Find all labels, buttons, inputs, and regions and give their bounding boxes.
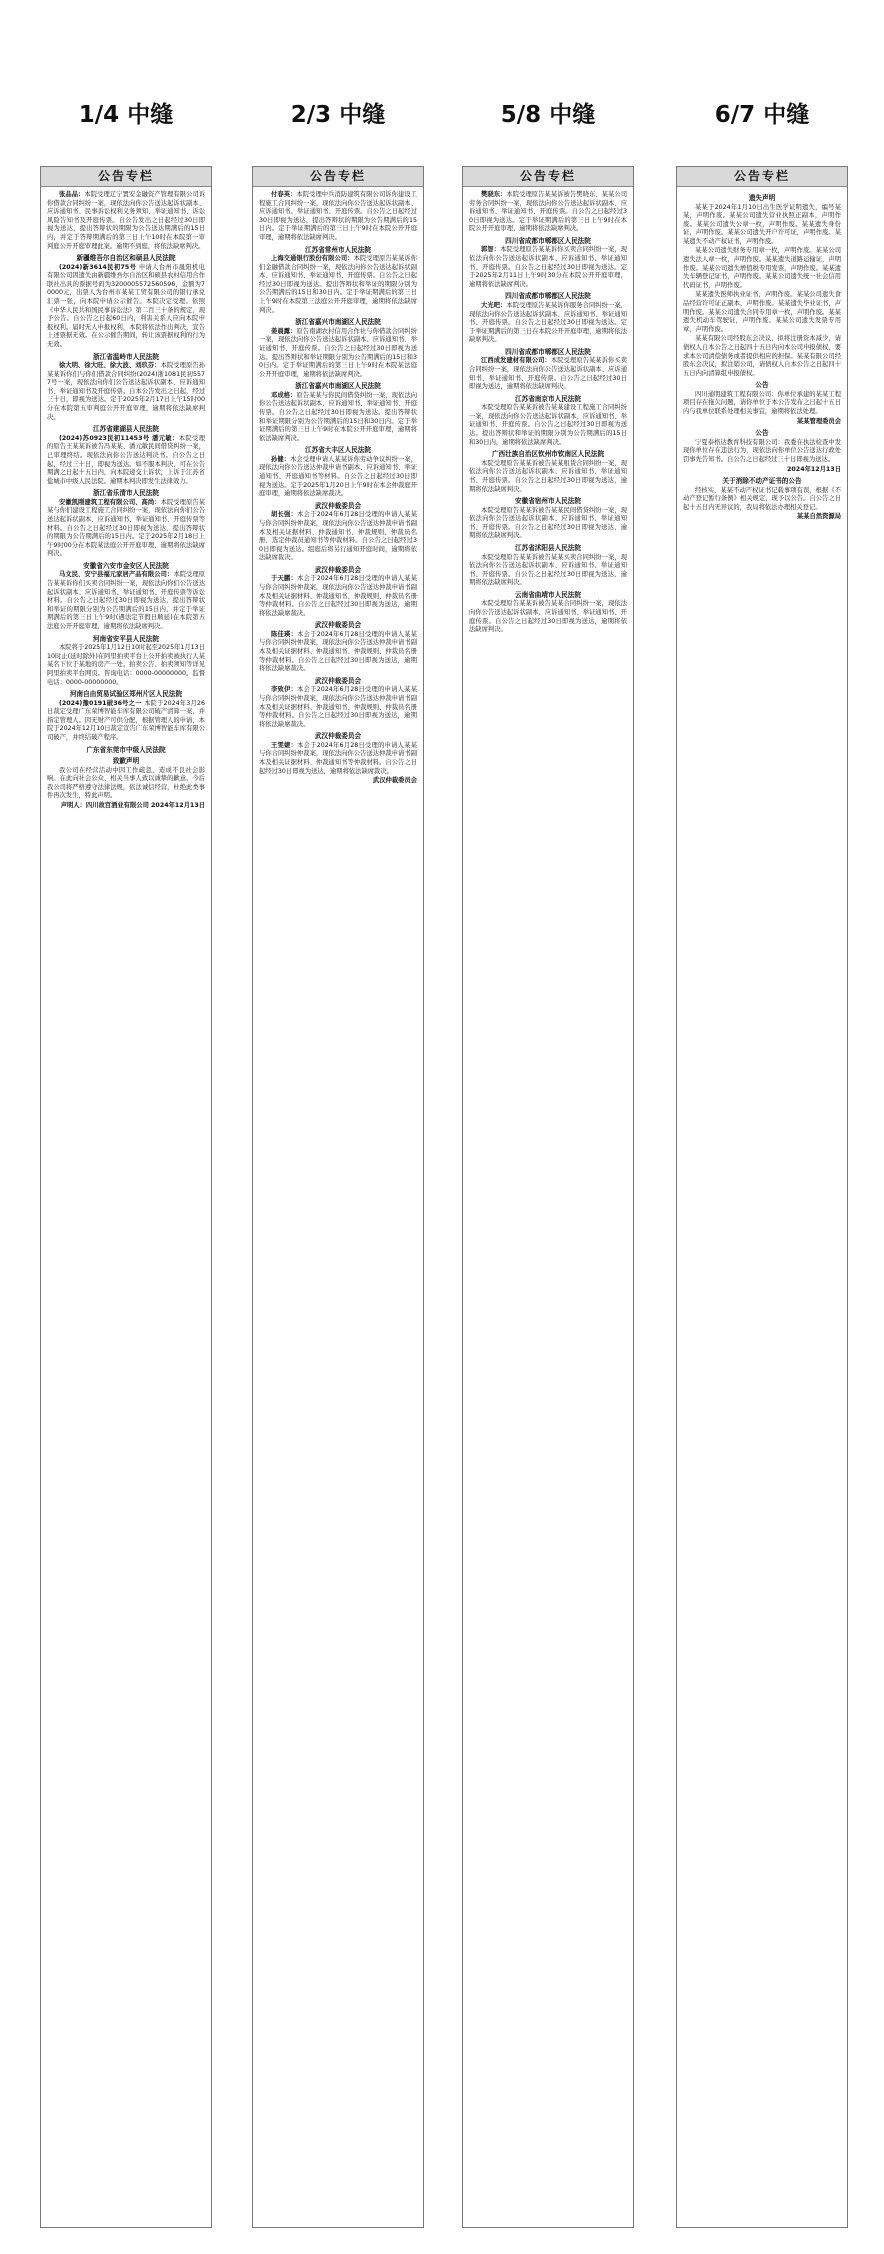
notice-text: 本会受理申请人某某诉你劳动争议纠纷一案，现依法向你公告送达仲裁申请书副本、应诉通知书、举证通知书、开庭通知书等材料。自公告之日起经过30日即视为送达。定于2025年1月20日上午9时在本会仲裁庭开庭审理，逾期将依法缺席裁决。	[259, 455, 418, 498]
notice-title: 四川省成都市郫都区人民法院	[505, 236, 591, 245]
notice-text: 本院将于2025年1月12日10时起至2025年1月13日10时止(延时除外)在阿里拍卖平台上公开拍卖被执行人某某名下位于某地的房产一处。拍卖公告、拍卖须知等详见阿里拍卖平台网页。咨询电话：0000-00000000。监督电话：0000-00000000。	[47, 644, 205, 686]
notice-title: 致歉声明	[112, 757, 140, 766]
notice-signature: 2024年12月13日	[787, 465, 841, 473]
notice-list	[253, 187, 423, 792]
column-3	[462, 0, 634, 2254]
notice-addressee: (2024)苏0923民初11453号 潘元敏：	[59, 434, 179, 442]
column-banner: 公告专栏	[41, 167, 211, 187]
notice-body	[47, 362, 205, 422]
notice-body	[259, 328, 417, 380]
column-banner: 公告专栏	[677, 167, 847, 187]
notice-addressee: 王雯婕：	[271, 741, 298, 749]
notice-list	[41, 187, 211, 817]
notice-title: 四川省成都市郫都区人民法院	[505, 292, 591, 301]
notice-text: 本院受理原告某某诉你们买卖合同纠纷一案，现依法向你们公告送达起诉状副本、应诉通知书、举证通知书、开庭传票等诉讼材料。自公告之日起经过30日即视为送达，提出答辩状和举证的期限分别为公告期满后的15日内，并定于举证期满后的第三日上午9时(遇法定节假日顺延)在本院第五法庭公开开庭审理，逾期将依法缺席判决。	[47, 571, 206, 631]
column-header: 2/3 中缝	[290, 102, 386, 128]
notice-body	[259, 631, 417, 674]
notice-text: 四川通明建筑工程有限公司：你单位承建的某某工程项目存在拖欠问题，请你单位于本公告发布之日起十五日内与我单位联系处理相关事宜，逾期将依法处理。	[683, 390, 841, 416]
notice-title: 浙江省乐清市人民法院	[93, 489, 159, 498]
notice-text: 申请人台州市晟阳机电有限公司因遗失由新疆维吾尔自治区和硕县农村信用合作联社出具的票据号码为3200005572560596，金额为70000元，出票人为台州市某某工贸有限公司的银行承兑汇票一张，向本院申请公示催告。本院决定受理。依照《中华人民共和国民事诉讼法》第二百三十条的规定，现予公告。自公告之日起60日内，利害关系人应向本院申报权利。届时无人申报权利，本院将依法作出判决，宣告上述票据无效。在公示催告期间，转让该票据权利的行为无效。	[47, 263, 205, 348]
notice-text: 本院受理原告某某诉被告某某买卖合同纠纷一案，现依法向你公告送达起诉状副本、应诉通知书、举证通知书、开庭传票。自公告之日起经过30日即视为送达，逾期将依法缺席判决。	[469, 553, 627, 587]
notice-text: 本会于2024年6月28日受理的申请人某某与你合同纠纷仲裁案，现依法向你公告送达仲裁申请书副本及相关证据材料、仲裁通知书等仲裁材料。自公告之日起经过30日即视为送达，逾期将依法缺席裁决。	[259, 741, 417, 775]
notice-title: 江苏省南京市人民法院	[515, 394, 581, 403]
notice-text: 本院受理原告某某诉你买卖合同纠纷一案，现依法向你公告送达起诉状副本、应诉通知书、举证通知书、开庭传票。自公告之日起经过30日即视为送达。定于2025年2月11日上午9时30分在本院公开开庭审理，逾期将依法缺席判决。	[469, 246, 628, 288]
notice-title: 关于消除不动产证书的公告	[722, 477, 802, 486]
notice-signature: 声明人：四川故宫酒业有限公司 2024年12月13日	[60, 801, 205, 809]
notice-body	[47, 191, 205, 251]
notice-body	[683, 487, 841, 513]
notice-text: 某某于2024年1月10日出生医学证明遗失，编号某某，声明作废。某某公司遗失营业执照正副本，声明作废。某某公司遗失公章一枚，声明作废。某某遗失身份证，声明作废。某某公司遗失开户许可证，声明作废。某某遗失不动产权证书，声明作废。	[683, 203, 841, 245]
notice-addressee: (2024)新3614民初75号	[59, 263, 139, 271]
notice-text: 本院受理原告某某诉你们金融借款合同纠纷一案，现依法向你公告送达起诉状副本、应诉通知书、举证通知书、开庭传票。自公告之日起经过30日即视为送达。提出答辩状和举证的期限分别为公告期满后的15日和30日内。定于举证期满后的第三日上午9时在本院第三法庭公开开庭审理，逾期将依法缺席判决。	[259, 255, 418, 314]
notice-body	[469, 460, 627, 494]
notice-body	[469, 246, 627, 289]
notice-body	[469, 302, 627, 345]
notice-title: 安徽省六安市金安区人民法院	[83, 561, 169, 570]
notice-body	[469, 554, 627, 588]
notice-body	[47, 264, 205, 350]
notice-title: 广西壮族自治区钦州市钦南区人民法院	[491, 450, 605, 459]
notice-text: 原告某某与你民间借贷纠纷一案，现依法向你公告送达起诉状副本、应诉通知书、举证通知书、开庭传票。自公告之日起经过30日即视为送达。提出答辩状和举证期限分别为公告期满后的15日和30日内。定于举证期满后的第三日上午9时在本院公开开庭审理，逾期将依法缺席判决。	[259, 391, 418, 442]
notice-title: 四川省成都市郫都区人民法院	[505, 347, 591, 356]
notice-body	[683, 391, 841, 417]
notice-body	[47, 499, 205, 559]
notice-body	[259, 255, 417, 315]
notice-addressee: 大光吧：	[481, 301, 507, 309]
notice-text: 本院受理原告某某诉被告某某租赁合同纠纷一案，现依法向你公告送达起诉状副本、应诉通知书、举证通知书、开庭传票。自公告之日起经过30日即视为送达，逾期将依法缺席判决。	[469, 459, 627, 493]
notice-text: 本院受理原告某某诉被告某某合同纠纷一案，现依法向你公告送达起诉状副本、应诉通知书、举证通知书、开庭传票。自公告之日起经过30日即视为送达，逾期将依法缺席判决。	[469, 600, 627, 634]
notice-body	[469, 600, 627, 634]
notice-title: 公告	[755, 429, 769, 438]
notice-addressee: 付春英：	[271, 191, 297, 198]
notice-text: 本院受理辽宁置安金融资产管理有限公司诉你借款合同纠纷一案，现依法向你公告送达起诉状副本、应诉通知书、民事诉讼权利义务须知、举证通知书、诉讼风险告知书及开庭传票。自公告发出之日起经过30日即视为送达，提出答辩状的期限为公告送达期满后的15日内，并定于答辩期满后的第三日上午10时在本院第一审判庭公开开庭审理此案。逾期不到庭，将依法缺席判决。	[47, 191, 206, 250]
notice-text: 本会于2024年6月28日受理的申请人某某与你合同纠纷仲裁案，现依法向你公告送达仲裁申请书副本及相关证据材料、仲裁通知书、仲裁规则、仲裁员名册等仲裁材料。自公告之日起经过30日即视为送达，逾期将依法缺席裁决。	[259, 575, 417, 617]
notice-addressee: 江西成发建材有限公司：	[481, 357, 551, 365]
notice-addressee: 李致伊：	[271, 686, 298, 694]
notice-addressee: 郭智：	[481, 246, 501, 254]
notice-text: 本院受理原告某某诉被告樊晓东、某某公司劳务合同纠纷一案，现依法向你公告送达起诉状副本、应诉通知书、举证通知书、开庭传票。自公告之日起经过30日即视为送达。定于举证期满后的第三日上午9时在本院公开开庭审理，逾期将依法缺席判决。	[469, 191, 628, 233]
notice-title: 安徽省宿州市人民法院	[515, 497, 581, 506]
notice-addressee: 邓成格：	[271, 391, 297, 399]
notice-title: 云南省曲靖市人民法院	[515, 590, 581, 599]
notice-list	[463, 187, 633, 640]
notice-title: 江苏省常州市人民法院	[305, 245, 371, 254]
notice-panel	[40, 166, 212, 2228]
notice-title: 武汉仲裁委员会	[314, 621, 362, 630]
notice-body	[259, 456, 417, 499]
notice-title: 浙江省温岭市人民法院	[93, 352, 159, 361]
notice-text: 原告南湖农村信用合作社与你借款合同纠纷一案，现依法向你公告送达起诉状副本、应诉通知书、举证通知书、开庭传票。自公告之日起经过30日即视为送达。提出答辩状和举证期限分别为公告期满后的15日和30日内。定于举证期满后的第三日上午9时在本院某法庭公开开庭审理，逾期将依法缺席判决。	[259, 327, 418, 378]
notice-addressee: (2024)豫0191破36号之一	[59, 699, 145, 707]
notice-body	[469, 507, 627, 541]
column-header: 5/8 中缝	[500, 102, 596, 128]
notice-text: 本院受理原告某某诉被告某某民间借贷纠纷一案，现依法向你公告送达起诉状副本、应诉通知书、举证通知书、开庭传票。自公告之日起经过30日即视为送达，逾期将依法缺席判决。	[469, 506, 627, 540]
notice-body	[683, 204, 841, 247]
notice-title: 江苏省大丰区人民法院	[305, 446, 371, 455]
notice-text: 某某公司遗失财务专用章一枚，声明作废。某某公司遗失法人章一枚，声明作废。某某遗失道路运输证，声明作废。某某公司遗失增值税专用发票，声明作废。某某遗失车辆登记证书，声明作废。某某公司遗失统一社会信用代码证书，声明作废。	[683, 247, 841, 289]
notice-text: 本院受理的原告王某某诉被告冯某某、潘元敏民间借贷纠纷一案，已审理终结。现依法向你公告送达判决书。自公告之日起，经过三十日，即视为送达。如不服本判决，可在公告期满之日起十五日内，向本院递交上诉状，上诉于江苏省盐城市中级人民法院。逾期本判决即发生法律效力。	[47, 434, 206, 485]
notice-text: 宁夏泰格达教育科技有限公司：我委在执法检查中发现你单位存在违法行为，现依法向你单位公告送达行政处罚事先告知书。自公告之日起经过三十日即视为送达。	[683, 438, 841, 463]
notice-signature: 武汉仲裁委员会	[372, 777, 417, 785]
notice-title: 武汉仲裁委员会	[314, 676, 362, 685]
notice-body	[683, 335, 841, 378]
notice-title: 武汉仲裁委员会	[314, 501, 362, 510]
notice-addressee: 张品品：	[59, 191, 85, 198]
notice-signature: 某某自然资源局	[796, 513, 841, 521]
notice-addressee: 樊晓东：	[481, 191, 507, 198]
notice-text: 某某有限公司经股东会决议，拟将注册资本减少，请债权人自本公告之日起四十五日内向本公司申报债权，要求本公司清偿债务或者提供相应的担保。某某有限公司经股东会决议，拟注销公司，请债权人自本公告之日起四十五日内向清算组申报债权。	[683, 335, 841, 377]
notice-body	[259, 191, 417, 243]
notice-panel	[676, 166, 848, 2228]
notice-body	[47, 767, 205, 801]
notice-addressee: 于天鹏：	[271, 575, 298, 583]
notice-body	[683, 291, 841, 334]
notice-addressee: 陈佳瑛：	[271, 630, 298, 638]
notice-signature: 某某管理委员会	[796, 417, 841, 425]
notice-text: 本院受理原告某某诉被告某某建设工程施工合同纠纷一案，现依法向你公告送达起诉状副本、应诉通知书、举证通知书、开庭传票。自公告之日起经过30日即视为送达。提出答辩状和举证的期限分别为公告期满后的15日和30日内，逾期将依法缺席判决。	[469, 404, 627, 446]
notice-addressee: 胡长强：	[271, 511, 298, 519]
notice-panel	[252, 166, 424, 2228]
notice-text: 本院受理原告某某诉你服务合同纠纷一案，现依法向你公告送达起诉状副本、应诉通知书、举证通知书、开庭传票。自公告之日起经过30日即视为送达。定于举证期满后的第三日在本院公开开庭审理，逾期将依法缺席判决。	[469, 301, 628, 344]
notice-title: 河南自由贸易试验区郑州片区人民法院	[69, 690, 183, 699]
notice-body	[683, 439, 841, 465]
notice-title: 公告	[755, 381, 769, 390]
notice-title: 江苏省建湖县人民法院	[93, 425, 159, 434]
notice-title: 广东省东莞市中级人民法院	[86, 745, 166, 754]
notice-body	[469, 191, 627, 234]
notice-text: 我公司在经营活动中因工作疏忽，造成不良社会影响。在此向社会公众、相关当事人致以诚挚的歉意。今后我公司将严格遵守法律法规，依法诚信经营，杜绝此类事件再次发生，特此声明。	[47, 766, 205, 800]
notice-text: 某某遗失医师执业证书，声明作废。某某公司遗失食品经营许可证正副本，声明作废。某某遗失毕业证书，声明作废。某某公司遗失合同专用章一枚，声明作废。某某遗失机动车驾驶证，声明作废。某某公司遗失发票专用章，声明作废。	[683, 291, 841, 333]
notice-body	[259, 392, 417, 444]
notice-body	[259, 686, 417, 729]
notice-body	[47, 644, 205, 687]
notice-title: 河南省安平县人民法院	[93, 634, 159, 643]
notice-title: 浙江省嘉兴市南湖区人民法院	[295, 382, 381, 391]
notice-title: 浙江省嘉兴市南湖区人民法院	[295, 318, 381, 327]
notice-addressee: 安徽凯刚建筑工程有限公司、高尚：	[59, 498, 161, 506]
notice-body	[683, 247, 841, 290]
notice-addressee: 姜晨露：	[271, 327, 297, 335]
column-2	[252, 0, 424, 2254]
notice-addressee: 孙健：	[271, 455, 291, 463]
column-header: 1/4 中缝	[78, 102, 174, 128]
notice-body	[47, 571, 205, 631]
notice-text: 本院受理原告某某与你们建设工程施工合同纠纷一案，现依法向你们公告送达起诉状副本、应诉通知书、举证通知书、开庭传票等材料。自公告之日起经过30日即视为送达，提出答辩状的期限为公告期满后的15日内。定于2025年2月18日上午9时00分在本院某法庭公开开庭审理，逾期将依法缺席判决。	[47, 498, 206, 558]
notice-panel	[462, 166, 634, 2228]
notice-body	[47, 700, 205, 743]
notice-body	[469, 404, 627, 447]
notice-text: 本会于2024年6月28日受理的申请人某某与你合同纠纷仲裁案，现依法向你公告送达仲裁申请书副本及相关证据材料、仲裁通知书、仲裁规则、仲裁员名册等仲裁材料。自公告之日起经过30日即视为送达，逾期将依法缺席裁决。	[259, 686, 417, 728]
notice-text: 本院于2024年3月26日裁定受理广东荣博智能车库有限公司破产清算一案，并指定管理人。因无财产可供分配，根据管理人的申请，本院于2024年12月10日裁定宣告广东荣博智能车库有限公司破产，并终结破产程序。	[47, 699, 205, 741]
notice-title: 江苏省沭阳县人民法院	[515, 544, 581, 552]
notice-text: 本会于2024年6月28日受理的申请人某某与你合同纠纷仲裁案，现依法向你公告送达仲裁申请书副本及相关证据材料、仲裁通知书、仲裁规则、仲裁员名册、选定仲裁员通知书等仲裁材料。自公告之日起经过30日即视为送达。组庭后将另行通知开庭时间，逾期将依法缺席裁决。	[259, 511, 417, 562]
notice-title: 新疆维吾尔自治区和硕县人民法院	[76, 254, 176, 263]
column-banner: 公告专栏	[463, 167, 633, 187]
notice-text: 本院受理中兵消防建筑有限公司诉你建设工程施工合同纠纷一案，现依法向你公告送达起诉状副本、应诉通知书、举证通知书、开庭传票。自公告之日起经过30日即视为送达，提出答辩状的期限为公告期满后的15日内。定于举证期满后的第三日上午9时在本院公开开庭审理，逾期将依法缺席判决。	[259, 191, 418, 241]
notice-title: 武汉仲裁委员会	[314, 565, 362, 574]
column-header: 6/7 中缝	[714, 102, 810, 128]
notice-addressee: 徐大明、徐大旺、徐大波、刘玖芬：	[59, 362, 161, 370]
column-banner: 公告专栏	[253, 167, 423, 187]
notice-body	[259, 742, 417, 776]
column-4	[676, 0, 848, 2254]
notice-body	[259, 511, 417, 563]
notice-addressee: 马文民、安宁县福元家居产品有限公司：	[59, 571, 174, 579]
notice-body	[469, 357, 627, 391]
notice-title: 遗失声明	[748, 194, 776, 202]
notice-title: 武汉仲裁委员会	[314, 732, 362, 741]
notice-body	[259, 575, 417, 618]
notice-text: 经核实，某某不动产权证书记载事项有误，根据《不动产登记暂行条例》相关规定，现予以公告。自公告之日起十五日内无异议的，我局将依法办理相关登记。	[683, 486, 841, 511]
notice-text: 本会于2024年6月28日受理的申请人某某与你合同纠纷仲裁案，现依法向你公告送达仲裁申请书副本及相关证据材料、仲裁通知书、仲裁规则、仲裁员名册等仲裁材料。自公告之日起经过30日即视为送达，逾期将依法缺席裁决。	[259, 630, 417, 673]
notice-text: 本院受理原告孙某某诉你们与你们借款合同纠纷(2024)浙1081民初5577号一案，现依法向你们公告送达起诉状副本、应诉通知书、举证通知书及开庭传票。自本公告发出之日起，经过三十日，即视为送达。定于2025年2月17日上午15时00分在本院第五审判庭公开开庭审理，逾期将依法缺席判决。	[47, 362, 206, 421]
notice-body	[47, 435, 205, 487]
column-1	[40, 0, 212, 2254]
notice-addressee: 上海交通银行股份有限公司：	[271, 255, 354, 263]
notice-text: 本院受理原告某某诉你买卖合同纠纷一案，现依法向你公告送达起诉状副本、应诉通知书、举证通知书、开庭传票。自公告之日起经过30日即视为送达，逾期将依法缺席判决。	[469, 357, 628, 391]
notice-list	[677, 187, 847, 528]
